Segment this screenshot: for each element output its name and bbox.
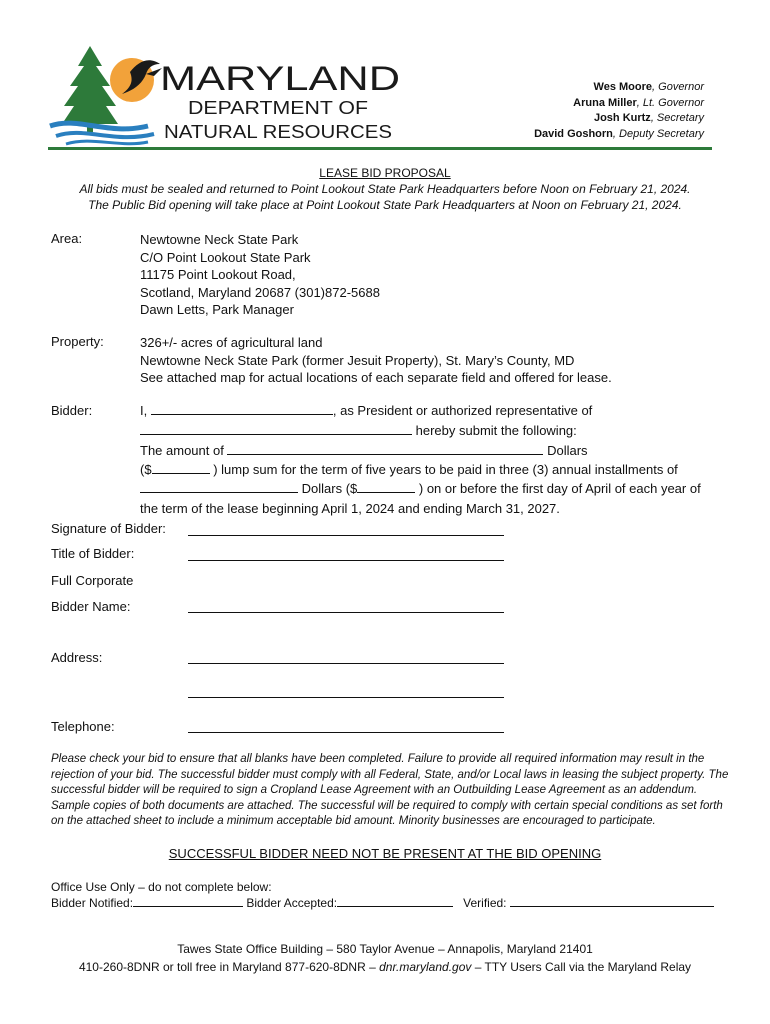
signature-field[interactable] bbox=[188, 535, 504, 536]
pine-tree-icon bbox=[62, 46, 118, 124]
notice-line-1: All bids must be sealed and returned to Point Lookout State Park Headquarters before Noon on February 21, 2024. bbox=[79, 182, 691, 196]
dnr-website-link[interactable]: dnr.maryland.gov bbox=[379, 960, 472, 974]
dnr-logo-graphic bbox=[48, 44, 408, 146]
footer-contact: 410-260-8DNR or toll free in Maryland 877-620-8DNR – dnr.maryland.gov – TTY Users Call via the Maryland Relay bbox=[78, 960, 692, 974]
property-line: See attached map for actual locations of each separate field and offered for lease. bbox=[140, 370, 612, 385]
header-rule bbox=[48, 147, 712, 150]
bidder-notified-label: Bidder Notified: bbox=[51, 896, 134, 910]
address-field-1[interactable] bbox=[188, 663, 504, 664]
area-line: Dawn Letts, Park Manager bbox=[140, 302, 294, 317]
official-deputy-secretary: David Goshorn, Deputy Secretary bbox=[534, 127, 704, 140]
corporate-label-1: Full Corporate bbox=[51, 573, 134, 588]
property-line: 326+/- acres of agricultural land bbox=[140, 335, 323, 350]
bidder-line-4: ($ ) lump sum for the term of five years to be paid in three (3) annual installments of bbox=[140, 462, 678, 477]
installment-words-blank[interactable] bbox=[140, 481, 298, 493]
official-governor: Wes Moore, Governor bbox=[593, 81, 704, 93]
notice-line-2: The Public Bid opening will take place at Point Lookout State Park Headquarters at Noon on February 21, 2024. bbox=[88, 198, 682, 212]
logo-maryland: MARYLAND bbox=[160, 60, 400, 98]
area-label: Area: bbox=[51, 231, 83, 246]
president-name-blank[interactable] bbox=[151, 403, 333, 415]
title-label: Title of Bidder: bbox=[51, 546, 135, 561]
official-lt-governor: Aruna Miller, Lt. Governor bbox=[573, 96, 704, 109]
area-line: C/O Point Lookout State Park bbox=[140, 249, 311, 265]
verified-label: Verified: bbox=[463, 896, 507, 910]
official-secretary: Josh Kurtz, Secretary bbox=[593, 112, 704, 124]
dnr-logo bbox=[48, 44, 408, 146]
property-details bbox=[140, 334, 612, 387]
title-field[interactable] bbox=[188, 560, 504, 561]
property-line: Newtowne Neck State Park (former Jesuit Property), St. Mary’s County, MD bbox=[140, 352, 575, 368]
bidder-notified-blank[interactable] bbox=[133, 895, 243, 907]
verified-blank[interactable] bbox=[510, 895, 714, 907]
amount-words-blank[interactable] bbox=[227, 443, 543, 455]
corporate-label-2: Bidder Name: bbox=[51, 599, 131, 614]
area-line: 11175 Point Lookout Road, bbox=[140, 267, 296, 282]
document-title: LEASE BID PROPOSAL bbox=[319, 166, 451, 180]
telephone-label: Telephone: bbox=[51, 719, 115, 734]
installment-amount-blank[interactable] bbox=[357, 481, 415, 493]
lump-sum-blank[interactable] bbox=[152, 462, 210, 474]
office-use-heading: Office Use Only – do not complete below: bbox=[51, 880, 272, 894]
area-line: Newtowne Neck State Park bbox=[140, 232, 299, 247]
address-label: Address: bbox=[51, 650, 103, 665]
signature-label: Signature of Bidder: bbox=[51, 521, 166, 536]
bidder-line-1: I, , as President or authorized representative of bbox=[140, 403, 593, 418]
logo-department: DEPARTMENT OF bbox=[188, 98, 369, 118]
property-label: Property: bbox=[51, 334, 104, 349]
telephone-field[interactable] bbox=[188, 732, 504, 733]
bidder-line-2: hereby submit the following: bbox=[140, 423, 577, 438]
company-name-blank[interactable] bbox=[140, 423, 412, 435]
bidder-accepted-label: Bidder Accepted: bbox=[246, 896, 338, 910]
bidder-line-3: The amount of Dollars bbox=[140, 443, 588, 458]
bidder-presence-banner: SUCCESSFUL BIDDER NEED NOT BE PRESENT AT THE BID OPENING bbox=[168, 846, 602, 861]
bidder-label: Bidder: bbox=[51, 403, 93, 418]
bidder-line-6: the term of the lease beginning April 1, 2024 and ending March 31, 2027. bbox=[140, 501, 560, 516]
logo-natural-resources: NATURAL RESOURCES bbox=[164, 122, 392, 142]
disclaimer-paragraph: Please check your bid to ensure that all blanks have been completed. Failure to provide all required information may result in the rejection of your bid. The successful bidder must comply with all Federal, State, and/or Local laws in leasing the subject property. The successful bidder will be required to sign a Cropland Lease Agreement with an Outbuilding Lease Agreement as an addendum. Sample copies of both documents are attached. The successful will be required to comply with certain special conditions as set forth on the attached sheet to include a minimum acceptable bid amount. Minority businesses are encouraged to participate. bbox=[51, 753, 729, 827]
corporate-name-field[interactable] bbox=[188, 612, 504, 613]
officials-list bbox=[534, 80, 704, 142]
footer-address: Tawes State Office Building – 580 Taylor Avenue – Annapolis, Maryland 21401 bbox=[177, 942, 593, 956]
address-field-2[interactable] bbox=[188, 697, 504, 698]
bidder-accepted-blank[interactable] bbox=[337, 895, 453, 907]
office-use-row bbox=[51, 895, 714, 912]
area-details bbox=[140, 231, 380, 319]
bidder-line-5: Dollars ($ ) on or before the first day of April of each year of bbox=[140, 481, 701, 496]
area-line: Scotland, Maryland 20687 (301)872-5688 bbox=[140, 284, 380, 300]
